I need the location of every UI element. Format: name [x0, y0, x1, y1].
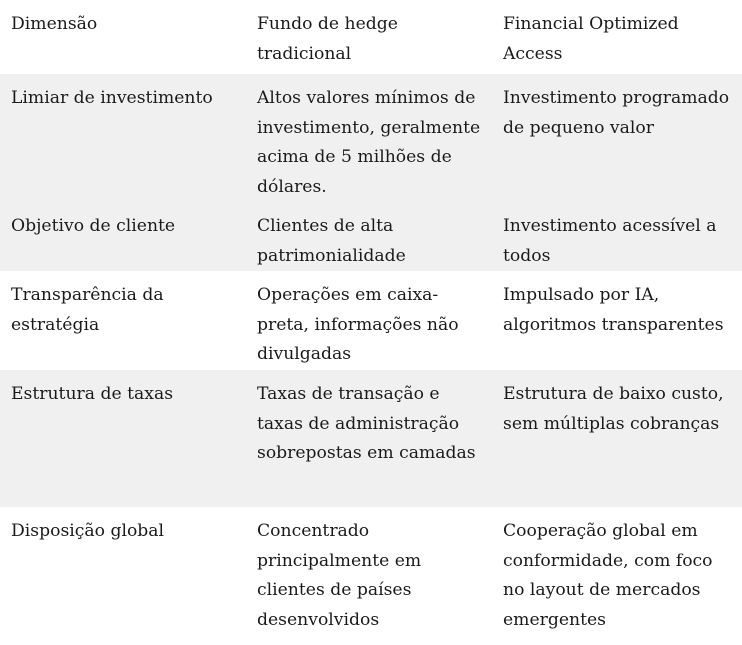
foa-cell: Investimento acessível a todos [492, 202, 742, 271]
traditional-cell: Taxas de transação e taxas de administração sobrepostas em camadas [246, 370, 492, 507]
row-label-cell: Objetivo de cliente [0, 202, 246, 271]
foa-cell: Investimento programado de pequeno valor [492, 74, 742, 202]
row-label-cell: Limiar de investimento [0, 74, 246, 202]
header-cell-dimension: Dimensão [0, 0, 246, 74]
row-label-cell: Disposição global [0, 507, 246, 645]
row-label-cell: Transparência da estratégia [0, 271, 246, 370]
traditional-cell: Clientes de alta patrimonialidade [246, 202, 492, 271]
traditional-cell: Concentrado principalmente em clientes de países desenvolvidos [246, 507, 492, 645]
table-header-row [0, 0, 742, 74]
traditional-cell: Altos valores mínimos de investimento, geralmente acima de 5 milhões de dólares. [246, 74, 492, 202]
traditional-cell: Operações em caixa-preta, informações não divulgadas [246, 271, 492, 370]
table-row [0, 74, 742, 202]
header-cell-traditional-hedge-fund: Fundo de hedge tradicional [246, 0, 492, 74]
table-row [0, 370, 742, 507]
foa-cell: Cooperação global em conformidade, com foco no layout de mercados emergentes [492, 507, 742, 645]
table-row [0, 271, 742, 370]
header-cell-financial-optimized-access: Financial Optimized Access [492, 0, 742, 74]
table-row [0, 202, 742, 271]
row-label-cell: Estrutura de taxas [0, 370, 246, 507]
foa-cell: Impulsado por IA, algoritmos transparentes [492, 271, 742, 370]
table-row [0, 507, 742, 645]
foa-cell: Estrutura de baixo custo, sem múltiplas cobranças [492, 370, 742, 507]
